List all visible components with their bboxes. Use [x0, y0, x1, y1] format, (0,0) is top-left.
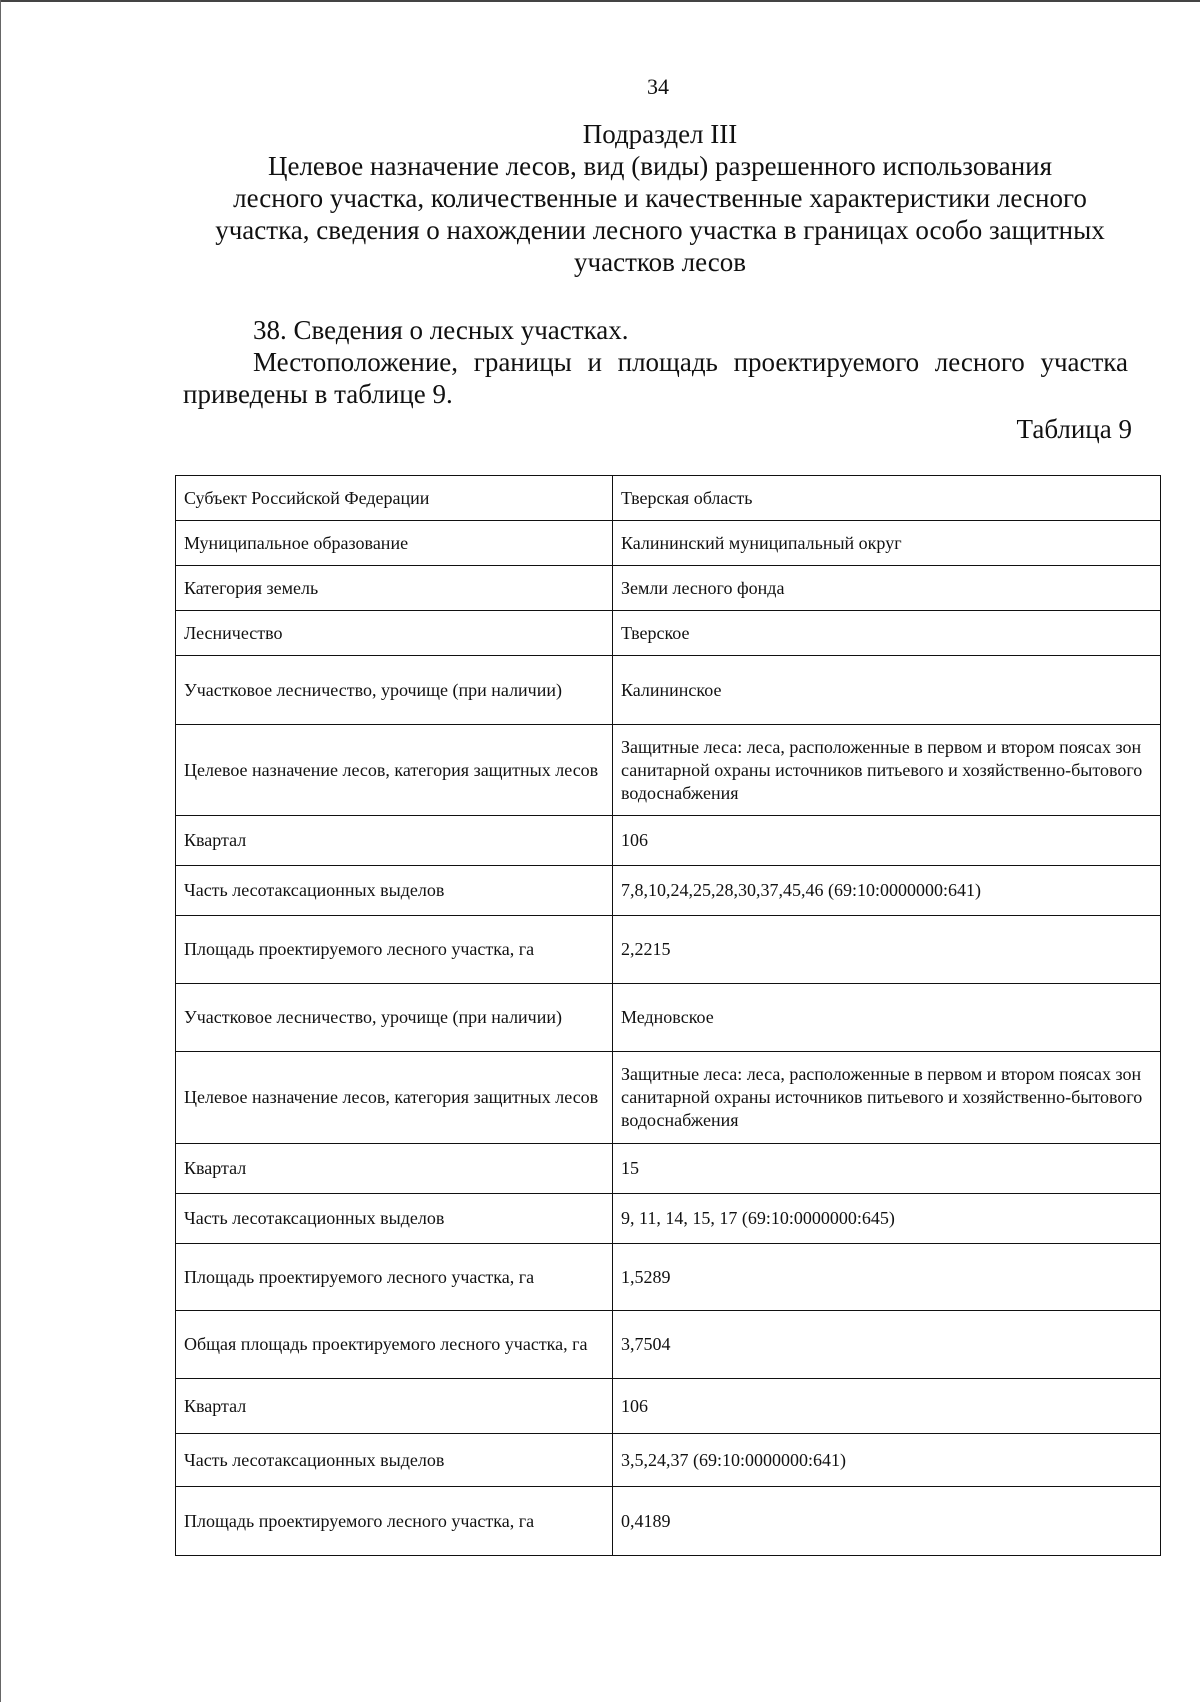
- row-value: 7,8,10,24,25,28,30,37,45,46 (69:10:0000000:641): [613, 866, 1161, 916]
- row-value: Калининский муниципальный округ: [613, 521, 1161, 566]
- row-value: Защитные леса: леса, расположенные в первом и втором поясах зон санитарной охраны источников питьевого и хозяйственно-бытового водоснабжения: [613, 1052, 1161, 1144]
- section-heading: [160, 118, 1160, 278]
- table-row: [176, 866, 1161, 916]
- row-value: 3,7504: [613, 1311, 1161, 1379]
- forest-plot-table: [175, 475, 1161, 1556]
- table-row: [176, 1052, 1161, 1144]
- row-key: Участковое лесничество, урочище (при наличии): [176, 984, 613, 1052]
- table-row: [176, 725, 1161, 816]
- row-key: Площадь проектируемого лесного участка, га: [176, 1244, 613, 1311]
- row-value: Медновское: [613, 984, 1161, 1052]
- row-value: 3,5,24,37 (69:10:0000000:641): [613, 1434, 1161, 1487]
- row-key: Общая площадь проектируемого лесного участка, га: [176, 1311, 613, 1379]
- row-value: 15: [613, 1144, 1161, 1194]
- table-row: [176, 566, 1161, 611]
- table-row: [176, 1311, 1161, 1379]
- row-key: Квартал: [176, 816, 613, 866]
- table-row: [176, 816, 1161, 866]
- row-value: 106: [613, 1379, 1161, 1434]
- row-value: 106: [613, 816, 1161, 866]
- row-value: 9, 11, 14, 15, 17 (69:10:0000000:645): [613, 1194, 1161, 1244]
- row-key: Площадь проектируемого лесного участка, га: [176, 1487, 613, 1556]
- row-key: Муниципальное образование: [176, 521, 613, 566]
- page-number: 34: [647, 74, 669, 99]
- paragraph-location: Местоположение, границы и площадь проектируемого лесного участка приведены в таблице 9.: [183, 347, 1128, 409]
- table-row: [176, 1244, 1161, 1311]
- row-value: Калининское: [613, 656, 1161, 725]
- row-key: Часть лесотаксационных выделов: [176, 866, 613, 916]
- row-value: Защитные леса: леса, расположенные в первом и втором поясах зон санитарной охраны источников питьевого и хозяйственно-бытового водоснабжения: [613, 725, 1161, 816]
- row-key: Площадь проектируемого лесного участка, га: [176, 916, 613, 984]
- row-key: Целевое назначение лесов, категория защитных лесов: [176, 725, 613, 816]
- scan-border-left: [0, 0, 1, 1702]
- row-value: Тверское: [613, 611, 1161, 656]
- table-row: [176, 916, 1161, 984]
- row-key: Участковое лесничество, урочище (при наличии): [176, 656, 613, 725]
- section-title-line: участков лесов: [574, 247, 746, 277]
- subsection-label: Подраздел III: [582, 119, 738, 149]
- table-row: [176, 611, 1161, 656]
- row-key: Целевое назначение лесов, категория защитных лесов: [176, 1052, 613, 1144]
- paragraph-item-38: 38. Сведения о лесных участках.: [253, 315, 629, 345]
- row-value: Земли лесного фонда: [613, 566, 1161, 611]
- table-row: [176, 521, 1161, 566]
- scan-border-top: [0, 0, 1200, 2]
- row-key: Часть лесотаксационных выделов: [176, 1434, 613, 1487]
- row-key: Квартал: [176, 1144, 613, 1194]
- row-value: 0,4189: [613, 1487, 1161, 1556]
- table-row: [176, 1379, 1161, 1434]
- row-value: 1,5289: [613, 1244, 1161, 1311]
- section-title-line: участка, сведения о нахождении лесного участка в границах особо защитных: [215, 215, 1105, 245]
- table-row: [176, 984, 1161, 1052]
- row-value: 2,2215: [613, 916, 1161, 984]
- table-row: [176, 1487, 1161, 1556]
- row-key: Субъект Российской Федерации: [176, 476, 613, 521]
- section-title-line: лесного участка, количественные и качественные характеристики лесного: [233, 183, 1087, 213]
- table-row: [176, 476, 1161, 521]
- row-value: Тверская область: [613, 476, 1161, 521]
- table-row: [176, 1144, 1161, 1194]
- table-row: [176, 1194, 1161, 1244]
- row-key: Лесничество: [176, 611, 613, 656]
- table-row: [176, 656, 1161, 725]
- table-row: [176, 1434, 1161, 1487]
- row-key: Квартал: [176, 1379, 613, 1434]
- table-caption: Таблица 9: [1016, 414, 1132, 444]
- row-key: Часть лесотаксационных выделов: [176, 1194, 613, 1244]
- section-title-line: Целевое назначение лесов, вид (виды) разрешенного использования: [267, 151, 1053, 181]
- row-key: Категория земель: [176, 566, 613, 611]
